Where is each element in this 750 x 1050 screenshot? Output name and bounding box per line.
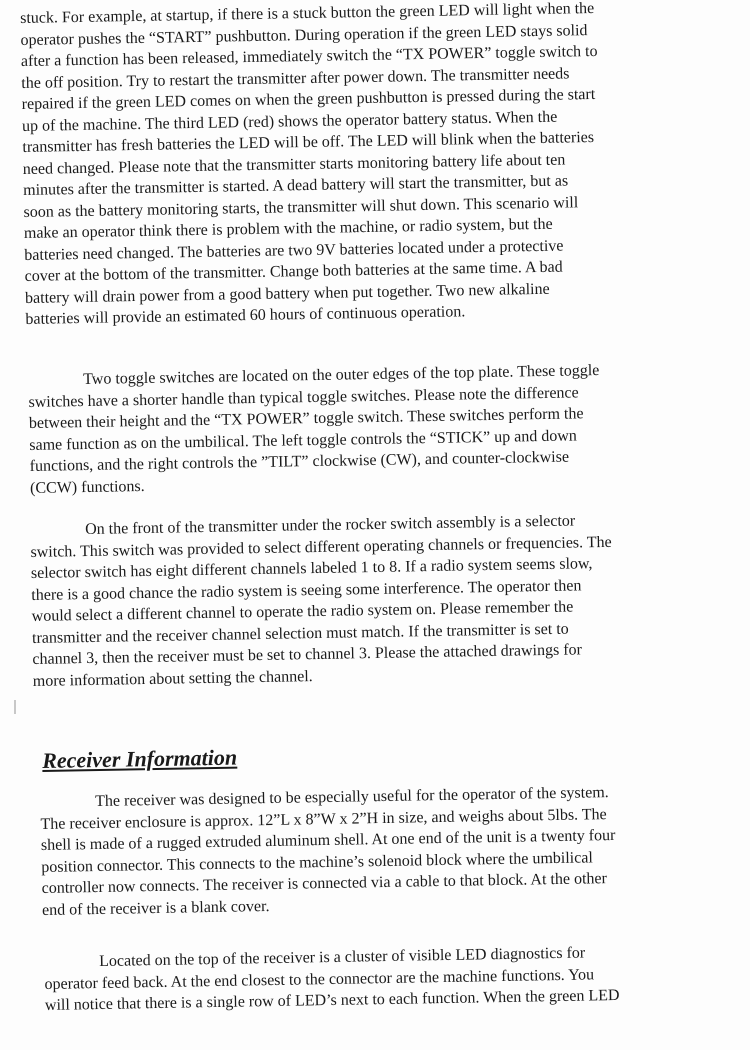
text-line: after a function has been released, immediately switch the “TX POWER” toggle switch to bbox=[20, 42, 598, 70]
text-line: Two toggle switches are located on the outer edges of the top plate. These toggle bbox=[83, 362, 600, 389]
text-line: functions, and the right controls the ”TILT” clockwise (CW), and counter-clockwise bbox=[29, 448, 570, 475]
text-line: more information about setting the channel. bbox=[32, 667, 313, 690]
text-line: shell is made of a rugged extruded aluminum shell. At one end of the unit is a twenty four bbox=[40, 826, 616, 854]
text-line: channel 3, then the receiver must be set to channel 3. Please the attached drawings for bbox=[32, 641, 583, 668]
text-line: between their height and the “TX POWER” toggle switch. These switches perform the bbox=[28, 405, 584, 432]
text-line: Located on the top of the receiver is a cluster of visible LED diagnostics for bbox=[99, 944, 586, 971]
text-line: need changed. Please note that the transmitter starts monitoring battery life about ten bbox=[22, 151, 566, 178]
text-line: controller now connects. The receiver is connected via a cable to that block. At the other bbox=[41, 870, 608, 897]
text-line: soon as the battery monitoring starts, the transmitter will shut down. This scenario will bbox=[23, 193, 579, 221]
text-line: cover at the bottom of the transmitter. Change both batteries at the same time. A bad bbox=[24, 258, 563, 285]
text-line: (CCW) functions. bbox=[29, 477, 145, 497]
text-line: operator pushes the “START” pushbutton. During operation if the green LED stays solid bbox=[20, 21, 588, 49]
text-line: batteries will provide an estimated 60 hours of continuous operation. bbox=[25, 303, 466, 328]
text-line: stuck. For example, at startup, if there is a stuck button the green LED will light when the bbox=[20, 0, 595, 27]
text-line: The receiver enclosure is approx. 12”L x 8”W x 2”H in size, and weighs about 5lbs. The bbox=[40, 805, 607, 833]
text-line: battery will drain power from a good battery when put together. Two new alkaline bbox=[24, 280, 550, 307]
text-line: switch. This switch was provided to select different operating channels or frequencies. The bbox=[30, 533, 612, 561]
paragraph-selector-switch bbox=[30, 508, 733, 692]
text-line: batteries need changed. The batteries are two 9V batteries located under a protective bbox=[24, 237, 564, 264]
text-line: switches have a shorter handle than typical toggle switches. Please note the difference bbox=[28, 383, 579, 411]
text-line: transmitter has fresh batteries the LED will be off. The LED will blink when the batteries bbox=[22, 129, 595, 156]
text-line: minutes after the transmitter is started. A dead battery will start the transmitter, but as bbox=[23, 172, 569, 199]
text-line: repaired if the green LED comes on when the green pushbutton is pressed during the start bbox=[21, 85, 596, 113]
text-line: up of the machine. The third LED (red) shows the operator battery status. When the bbox=[21, 108, 558, 135]
text-line: end of the receiver is a blank cover. bbox=[41, 897, 270, 919]
text-line: the off position. Try to restart the transmitter after power down. The transmitter needs bbox=[21, 64, 570, 92]
text-line: transmitter and the receiver channel selection must match. If the transmitter is set to bbox=[31, 620, 569, 647]
paragraph-receiver-leds bbox=[44, 940, 745, 1017]
text-line: there is a good chance the radio system is seeing some interference. The operator then bbox=[31, 576, 582, 604]
paragraph-receiver-enclosure bbox=[40, 780, 742, 921]
text-line: position connector. This connects to the machine’s solenoid block where the umbilical bbox=[41, 848, 593, 876]
section-heading-receiver-information: Receiver Information bbox=[42, 744, 238, 773]
text-line: will notice that there is a single row of LED’s next to each function. When the green LED bbox=[44, 986, 620, 1014]
text-line: operator feed back. At the end closest to the connector are the machine functions. You bbox=[44, 965, 595, 993]
paragraph-toggle-switches bbox=[28, 358, 730, 499]
text-line: make an operator think there is problem with the machine, or radio system, but the bbox=[23, 215, 553, 242]
paragraph-transmitter-leds bbox=[20, 0, 726, 330]
text-line: On the front of the transmitter under the rocker switch assembly is a selector bbox=[85, 512, 576, 539]
text-line: same function as on the umbilical. The left toggle controls the “STICK” up and down bbox=[29, 426, 577, 454]
text-line: would select a different channel to operate the radio system on. Please remember the bbox=[31, 598, 574, 625]
text-line: The receiver was designed to be especially useful for the operator of the system. bbox=[95, 784, 609, 811]
text-line: selector switch has eight different channels labeled 1 to 8. If a radio system seems slow, bbox=[30, 555, 593, 582]
scan-artifact-mark bbox=[14, 700, 16, 714]
